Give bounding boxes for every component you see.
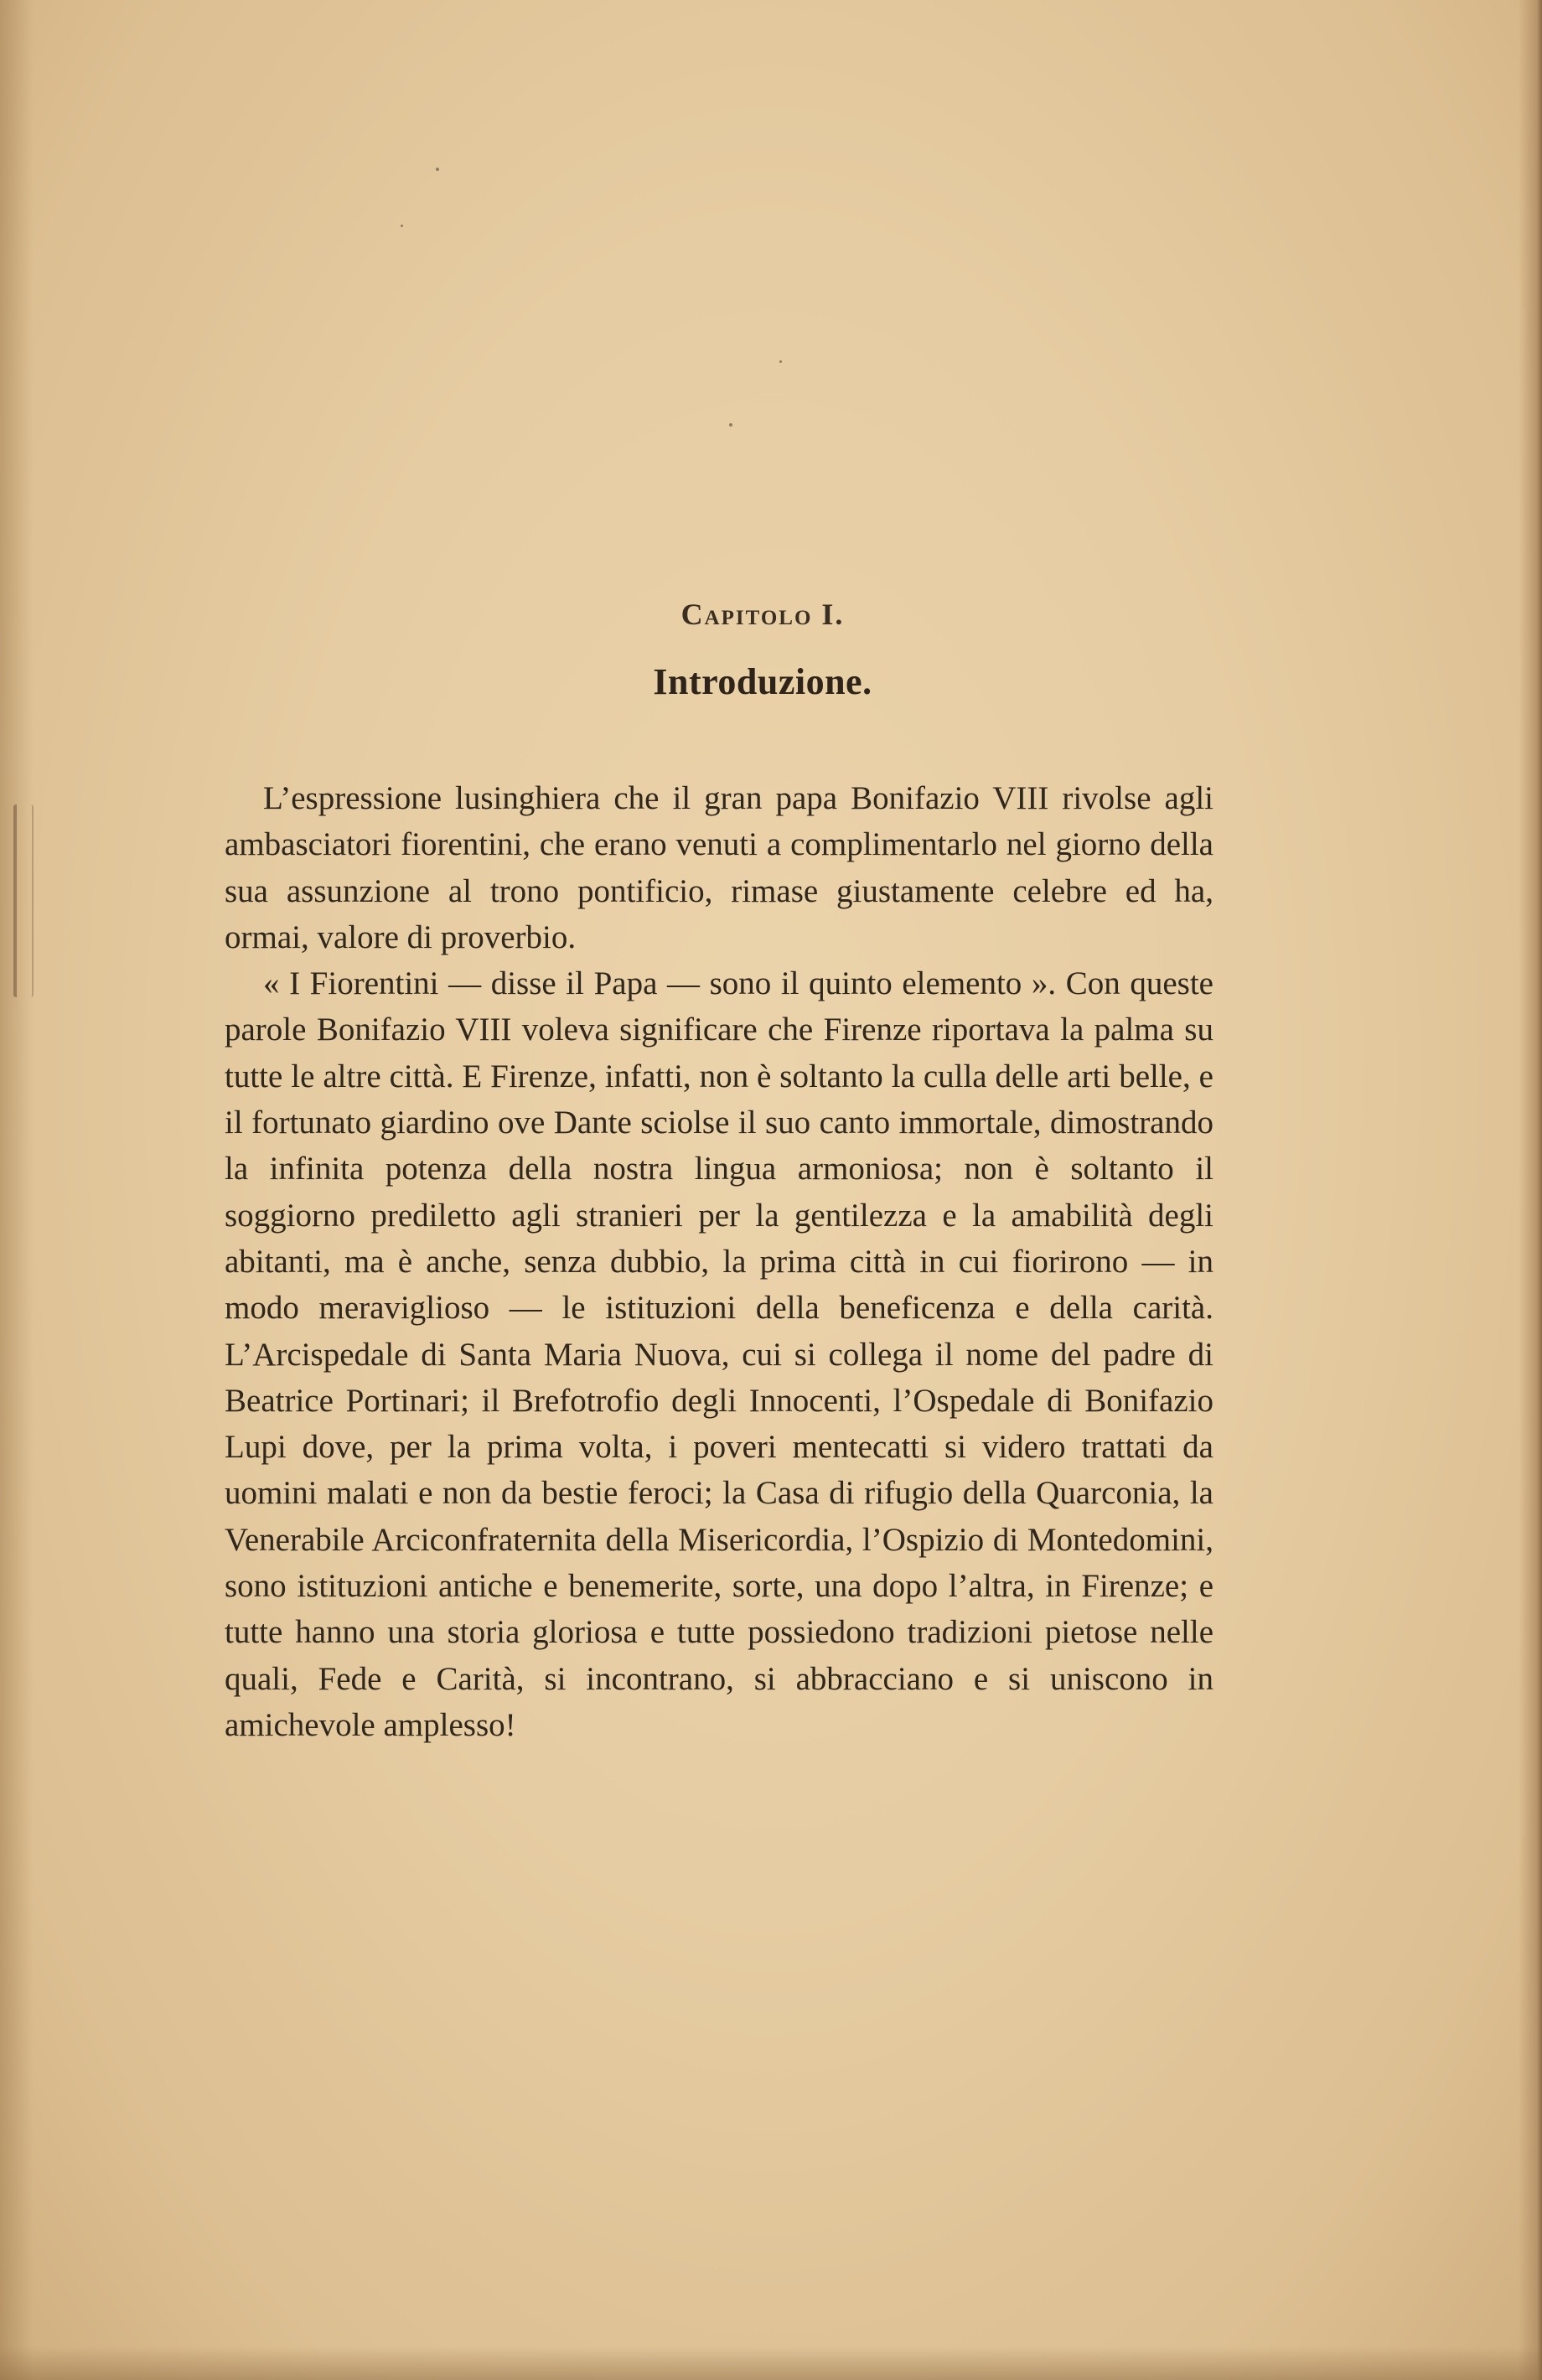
page-right-edge xyxy=(1519,0,1542,2380)
paper-speck xyxy=(729,423,732,427)
chapter-label: Capitolo I. xyxy=(680,598,845,631)
page-bottom-edge xyxy=(0,2346,1542,2380)
paper-speck xyxy=(401,225,403,227)
paragraph: « I Fiorentini — disse il Papa — sono il quinto elemento ». Con queste parole Bonifazio VIII voleva significare che Firenze riportava la palma su tutte le altre città. E Firenze, infatti, non è soltanto la culla delle arti belle, e il fortunato giardino ove Dante sciolse il suo canto immortale, dimostrando la infinita potenza della nostra lingua armoniosa; non è soltanto il soggiorno prediletto agli stranieri per la gentilezza e la amabilità degli abitanti, ma è anche, senza dubbio, la prima città in cui fiorirono — in modo meraviglioso — le istituzioni della beneficenza e della carità. L’Arcispedale di Santa Maria Nuova, cui si collega il nome del padre di Beatrice Portinari; il Brefotrofio degli Innocenti, l’Ospedale di Bonifazio Lupi dove, per la prima volta, i poveri mentecatti si videro trattati da uomini malati e non da bestie feroci; la Casa di rifugio della Quarconia, la Venerabile Arciconfraternita della Misericordia, l’Ospizio di Montedomini, sono istituzioni antiche e benemerite, sorte, una dopo l’altra, in Firenze; e tutte hanno una storia gloriosa e tutte possiedono tradizioni pietose nelle quali, Fede e Carità, si incontrano, si abbracciano e si uniscono in amichevole amplesso! xyxy=(225,965,1213,1743)
paragraph: L’espressione lusinghiera che il gran papa Bonifazio VIII rivolse agli ambasciatori fiorentini, che erano venuti a complimentarlo nel giorno della sua assunzione al trono pontificio, rimase giustamente celebre ed ha, ormai, valore di proverbio. xyxy=(225,780,1213,955)
body-text xyxy=(225,775,1213,1748)
paper-speck xyxy=(436,168,439,171)
spine-shadow xyxy=(0,0,34,2380)
binding-stitch-mark xyxy=(13,805,34,997)
chapter-title: Introduzione. xyxy=(653,661,872,702)
paper-speck xyxy=(779,360,782,363)
